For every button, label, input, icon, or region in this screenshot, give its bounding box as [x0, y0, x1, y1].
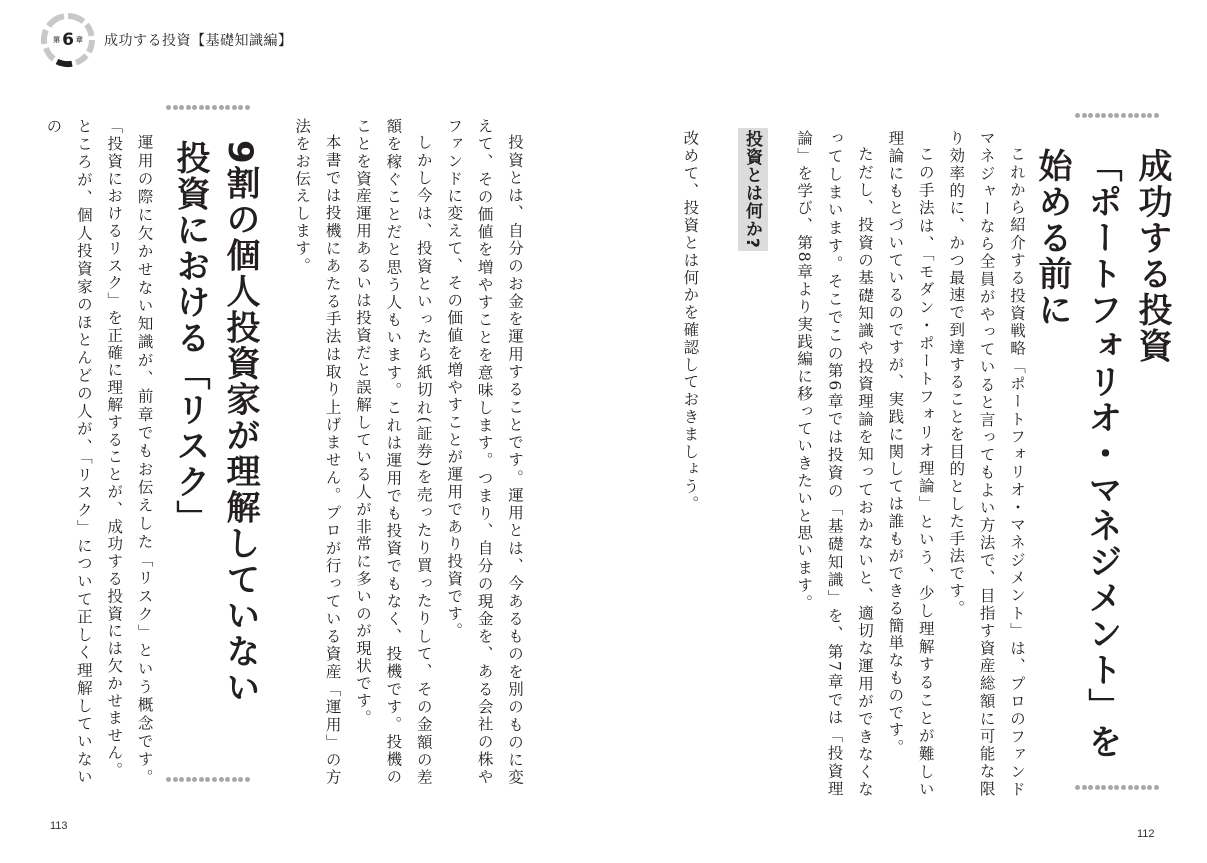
right-body-text [792, 130, 1032, 798]
subheading-what-is-investing: 投資とは何か? [738, 128, 768, 251]
left-section-body-text [38, 118, 160, 786]
title-line-2: 投資における「リスク」 [170, 140, 210, 536]
title-line-1: 成功する投資 [1132, 148, 1172, 364]
paragraph: しかし今は、投資といったら紙切れ(証券)を売ったり買ったりして、その金額の差額を稼ぐことだと思う人もいます。これは運用でも投資でもなく、投機です。投機のことを資産運用あるいは投資だと誤解している人が非常に多いのが現状です。 [353, 118, 433, 786]
section-title-right [1027, 148, 1177, 788]
right-sub-body-text [675, 130, 705, 798]
running-header [38, 10, 293, 70]
paragraph: 投資とは、自分のお金を運用することです。運用とは、今あるものを別のものに変えて、その価値を増やすことを意味します。つまり、自分の現金を、ある会社の株やファンドに変えて、その価値を増やすことが運用であり投資です。 [445, 118, 524, 786]
section-bottom-divider [166, 777, 250, 783]
chapter-badge [38, 10, 98, 70]
chapter-prefix: 第 [53, 36, 61, 44]
paragraph: これから紹介する投資戦略「ポートフォリオ・マネジメント」は、プロのファンドマネジャーなら全員がやっていると言ってもよい方法で、目指す資産総額に可能な限り効率的に、かつ最速で到達することを目的とした手法です。 [947, 130, 1026, 798]
page-number-right: 112 [1137, 828, 1155, 840]
paragraph: 運用の際に欠かせない知識が、前章でもお伝えした「リスク」という概念です。「投資におけるリスク」を正確に理解することが、成功する投資には欠かせません。 [105, 118, 154, 786]
chapter-title: 成功する投資【基礎知識編】 [104, 33, 293, 49]
section-title-left [165, 140, 265, 780]
paragraph: ただし、投資の基礎知識や投資理論を知っておかないと、適切な運用ができなくなってしまいます。そこでこの第6章では投資の「基礎知識」を、第7章では「投資理論」を学び、第8章より実践編に移っていきたいと思います。 [795, 130, 874, 798]
chapter-suffix: 章 [75, 36, 83, 44]
title-line-2: 「ポートフォリオ・マネジメント」を始める前に [1032, 148, 1122, 760]
paragraph: ところが、個人投資家のほとんどの人が、「リスク」について正しく理解していないの [44, 118, 93, 786]
title-top-divider [1075, 113, 1159, 119]
left-body-text [290, 118, 530, 786]
chapter-number-label [38, 10, 98, 70]
chapter-number: 6 [62, 30, 74, 50]
section-top-divider [166, 105, 250, 111]
page-number-left: 113 [50, 820, 68, 832]
paragraph: 改めて、投資とは何かを確認しておきましょう。 [681, 130, 700, 513]
paragraph: この手法は、「モダン・ポートフォリオ理論」という、少し理解することが難しい理論にもとづいているのですが、実践に関しては誰もができる簡単なものです。 [886, 130, 935, 798]
paragraph: 本書では投機にあたる手法は取り上げません。プロが行っている資産「運用」の方法をお伝えします。 [293, 118, 342, 786]
title-line-1: 9割の個人投資家が理解していない [220, 140, 260, 706]
title-bottom-divider [1075, 785, 1159, 791]
